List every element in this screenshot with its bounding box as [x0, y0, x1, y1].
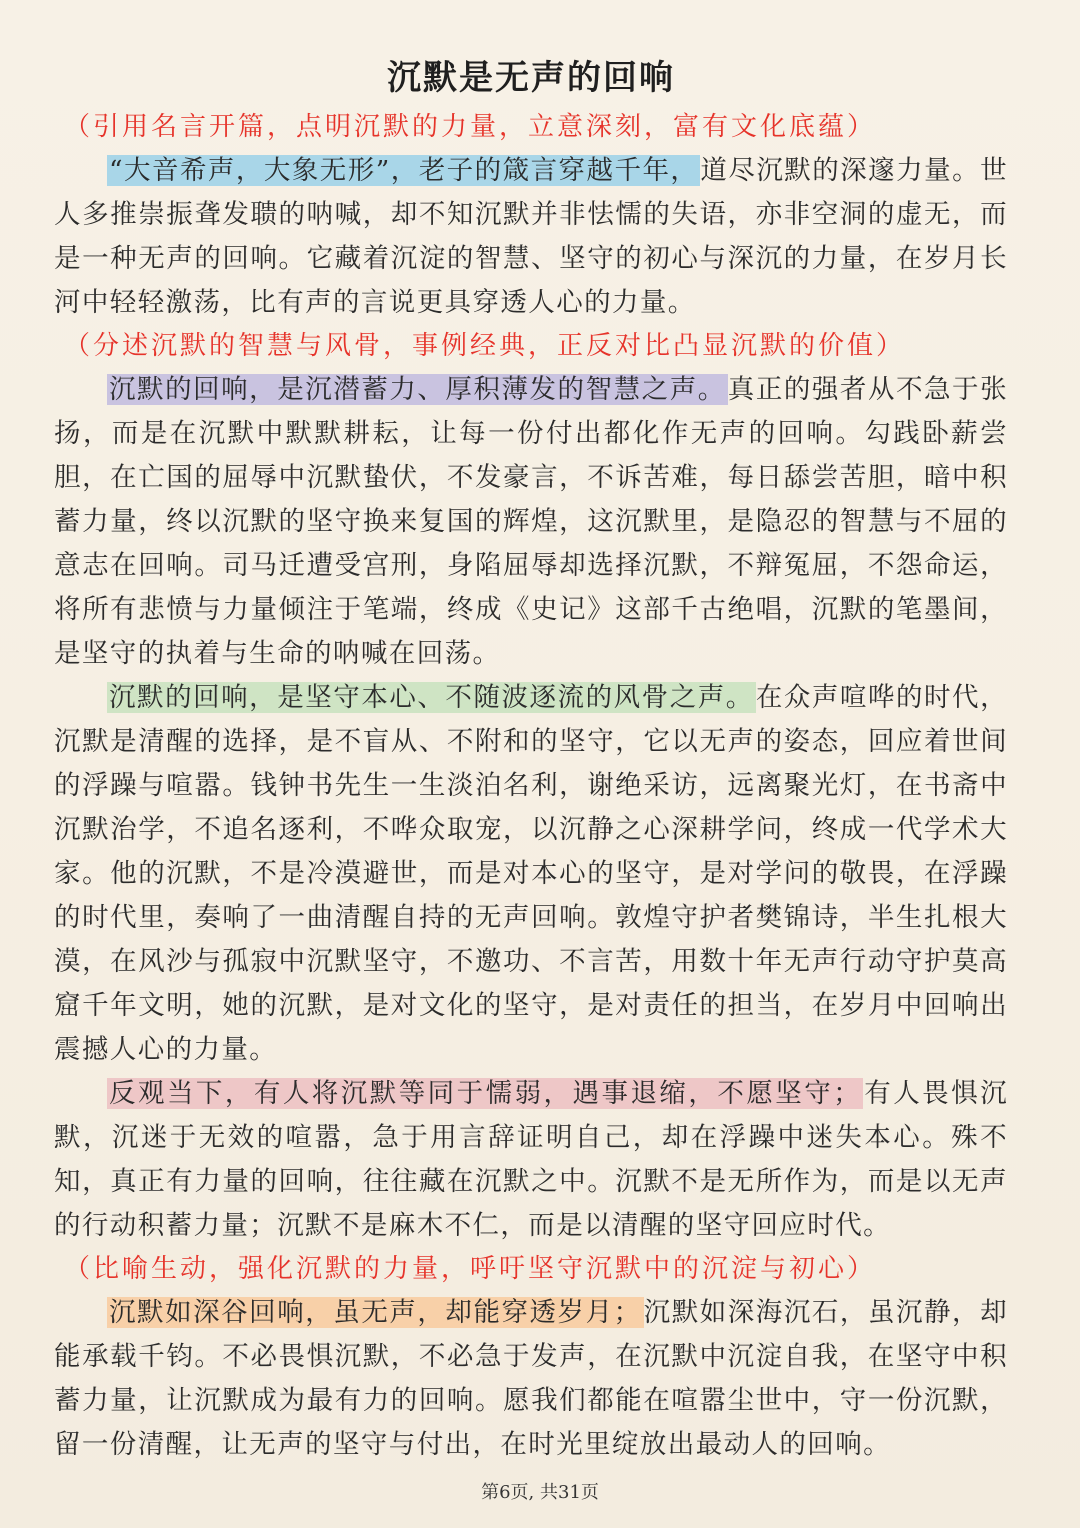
paragraph-5-text: 沉默如深海沉石，虽沉静，却能承载千钧。不必畏惧沉默，不必急于发声，在沉默中沉淀自我，在坚守中积蓄力量，让沉默成为最有力的回响。愿我们都能在喧嚣尘世中，守一份沉默，留一份清醒，让无声的坚守与付出，在时光里绽放出最动人的回响。: [54, 1297, 1008, 1460]
paragraph-1-text: 道尽沉默的深邃力量。世人多推崇振聋发聩的呐喊，却不知沉默并非怯懦的失语，亦非空洞的虚无，而是一种无声的回响。它藏着沉淀的智慧、坚守的初心与深沉的力量，在岁月长河中轻轻激荡，比有声的言说更具穿透人心的力量。: [54, 155, 1008, 318]
paragraph-2: [54, 368, 1008, 676]
highlighted-sentence-1: “大音希声，大象无形”，老子的箴言穿越千年，: [109, 155, 699, 186]
highlighted-sentence-3: 沉默的回响，是坚守本心、不随波逐流的风骨之声。: [109, 682, 754, 713]
essay-title: 沉默是无声的回响: [387, 58, 675, 98]
paragraph-3: [54, 676, 1008, 1072]
paragraph-5: [54, 1291, 1008, 1467]
highlighted-sentence-2: 沉默的回响，是沉潜蓄力、厚积薄发的智慧之声。: [109, 374, 726, 405]
paragraph-4-text: 有人畏惧沉默，沉迷于无效的喧嚣，急于用言辞证明自己，却在浮躁中迷失本心。殊不知，真正有力量的回响，往往藏在沉默之中。沉默不是无所作为，而是以无声的行动积蓄力量；沉默不是麻木不仁，而是以清醒的坚守回应时代。: [54, 1078, 1009, 1241]
annotation-comment-3: （比喻生动，强化沉默的力量，呼吁坚守沉默中的沉淀与初心）: [64, 1254, 877, 1284]
highlighted-sentence-4: 反观当下，有人将沉默等同于懦弱，遇事退缩，不愿坚守；: [109, 1078, 862, 1109]
annotation-comment-1: （引用名言开篇，点明沉默的力量，立意深刻，富有文化底蕴）: [64, 112, 877, 142]
page-number: 第6页, 共31页: [481, 1482, 599, 1503]
highlighted-sentence-5: 沉默如深谷回响，虽无声，却能穿透岁月；: [109, 1297, 642, 1328]
paragraph-4: [54, 1072, 1008, 1248]
paragraph-2-text: 真正的强者从不急于张扬，而是在沉默中默默耕耘，让每一份付出都化作无声的回响。勾践卧薪尝胆，在亡国的屈辱中沉默蛰伏，不发豪言，不诉苦难，每日舔尝苦胆，暗中积蓄力量，终以沉默的坚守换来复国的辉煌，这沉默里，是隐忍的智慧与不屈的意志在回响。司马迁遭受宫刑，身陷屈辱却选择沉默，不辩冤屈，不怨命运，将所有悲愤与力量倾注于笔端，终成《史记》这部千古绝唱，沉默的笔墨间，是坚守的执着与生命的呐喊在回荡。: [54, 374, 1008, 669]
paragraph-1: [54, 149, 1008, 325]
paragraph-3-text: 在众声喧哗的时代，沉默是清醒的选择，是不盲从、不附和的坚守，它以无声的姿态，回应着世间的浮躁与喧嚣。钱钟书先生一生淡泊名利，谢绝采访，远离聚光灯，在书斋中沉默治学，不追名逐利，不哗众取宠，以沉静之心深耕学问，终成一代学术大家。他的沉默，不是冷漠避世，而是对本心的坚守，是对学问的敬畏，在浮躁的时代里，奏响了一曲清醒自持的无声回响。敦煌守护者樊锦诗，半生扎根大漠，在风沙与孤寂中沉默坚守，不邀功、不言苦，用数十年无声行动守护莫高窟千年文明，她的沉默，是对文化的坚守，是对责任的担当，在岁月中回响出震撼人心的力量。: [54, 682, 1008, 1065]
annotation-comment-2: （分述沉默的智慧与风骨，事例经典，正反对比凸显沉默的价值）: [64, 331, 906, 361]
